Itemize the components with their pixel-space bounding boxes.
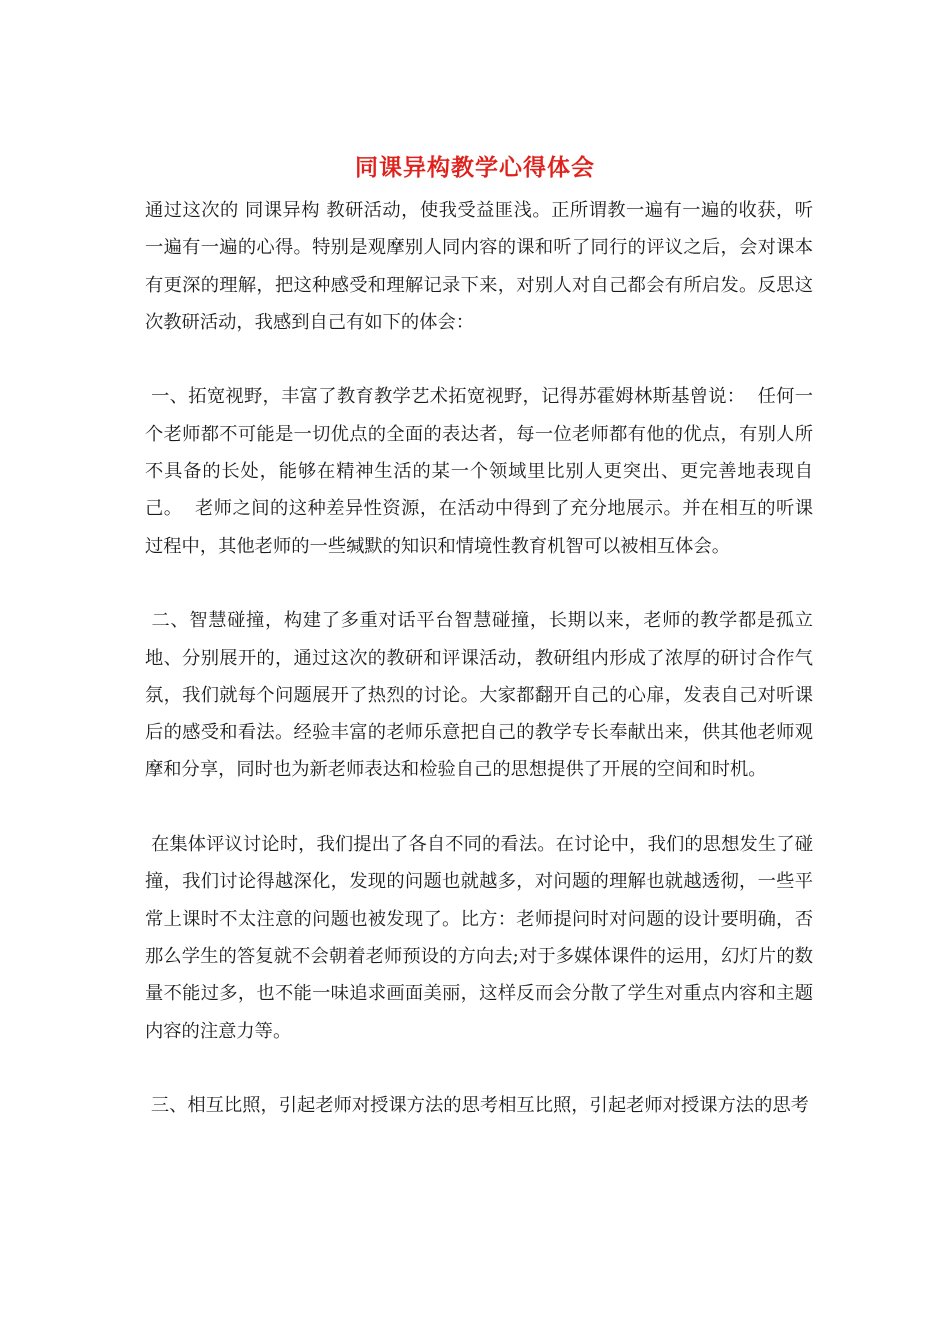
- paragraph-section-2: 二、智慧碰撞，构建了多重对话平台智慧碰撞，长期以来，老师的教学都是孤立地、分别展开的，通过这次的教研和评课活动，教研组内形成了浓厚的研讨合作气氛，我们就每个问题展开了热烈的讨论。大家都翻开自己的心扉，发表自己对听课后的感受和看法。经验丰富的老师乐意把自己的教学专长奉献出来，供其他老师观摩和分享，同时也为新老师表达和检验自己的思想提供了开展的空间和时机。: [145, 610, 814, 781]
- document-body: [145, 192, 813, 1124]
- paragraph-gap: [145, 1050, 813, 1087]
- paragraph-gap: [145, 341, 813, 378]
- paragraph-gap: [145, 565, 813, 602]
- paragraph-gap: [145, 789, 813, 826]
- paragraph-discussion: 在集体评议讨论时，我们提出了各自不同的看法。在讨论中，我们的思想发生了碰撞，我们讨论得越深化，发现的问题也就越多，对问题的理解也就越透彻，一些平常上课时不太注意的问题也被发现了。比方：老师提问时对问题的设计要明确，否那么学生的答复就不会朝着老师预设的方向去;对于多媒体课件的运用，幻灯片的数量不能过多，也不能一味追求画面美丽，这样反而会分散了学生对重点内容和主题内容的注意力等。: [145, 834, 814, 1042]
- document-title: 同课异构教学心得体会: [355, 154, 595, 181]
- paragraph-section-1: 一、拓宽视野，丰富了教育教学艺术拓宽视野，记得苏霍姆林斯基曾说： 任何一个老师都不可能是一切优点的全面的表达者，每一位老师都有他的优点，有别人所不具备的长处，能够在精神生活的某一个领域里比别人更突出、更完善地表现自己。 老师之间的这种差异性资源，在活动中得到了充分地展示。并在相互的听课过程中，其他老师的一些缄默的知识和情境性教育机智可以被相互体会。: [145, 386, 814, 557]
- paragraph-section-3: 三、相互比照，引起老师对授课方法的思考相互比照，引起老师对授课方法的思考: [145, 1095, 809, 1117]
- paragraph-intro: 通过这次的 同课异构 教研活动，使我受益匪浅。正所谓教一遍有一遍的收获，听一遍有一遍的心得。特别是观摩别人同内容的课和听了同行的评议之后，会对课本有更深的理解，把这种感受和理解记录下来，对别人对自己都会有所启发。反思这次教研活动，我感到自己有如下的体会：: [145, 200, 813, 333]
